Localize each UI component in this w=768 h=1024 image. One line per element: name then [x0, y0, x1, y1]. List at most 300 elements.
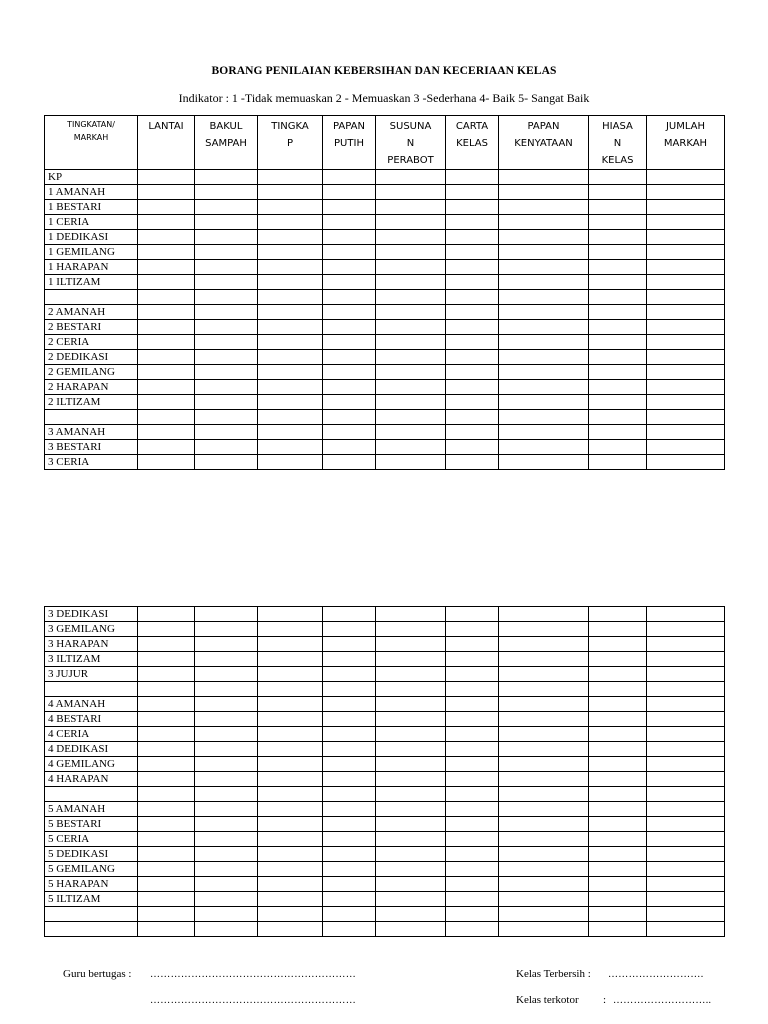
- score-cell[interactable]: [138, 365, 195, 380]
- score-cell[interactable]: [446, 455, 499, 470]
- score-cell[interactable]: [323, 440, 376, 455]
- score-cell[interactable]: [647, 742, 725, 757]
- score-cell[interactable]: [446, 862, 499, 877]
- score-cell[interactable]: [647, 395, 725, 410]
- score-cell[interactable]: [647, 907, 725, 922]
- score-cell[interactable]: [138, 245, 195, 260]
- score-cell[interactable]: [195, 200, 258, 215]
- score-cell[interactable]: [323, 455, 376, 470]
- score-cell[interactable]: [195, 410, 258, 425]
- score-cell[interactable]: [446, 652, 499, 667]
- score-cell[interactable]: [138, 697, 195, 712]
- score-cell[interactable]: [195, 290, 258, 305]
- score-cell[interactable]: [323, 922, 376, 937]
- score-cell[interactable]: [195, 817, 258, 832]
- score-cell[interactable]: [323, 727, 376, 742]
- score-cell[interactable]: [376, 365, 446, 380]
- score-cell[interactable]: [323, 742, 376, 757]
- score-cell[interactable]: [647, 877, 725, 892]
- score-cell[interactable]: [195, 907, 258, 922]
- score-cell[interactable]: [195, 275, 258, 290]
- score-cell[interactable]: [589, 892, 647, 907]
- score-cell[interactable]: [376, 712, 446, 727]
- score-cell[interactable]: [138, 440, 195, 455]
- score-cell[interactable]: [195, 757, 258, 772]
- score-cell[interactable]: [589, 290, 647, 305]
- score-cell[interactable]: [647, 757, 725, 772]
- score-cell[interactable]: [195, 365, 258, 380]
- score-cell[interactable]: [589, 440, 647, 455]
- score-cell[interactable]: [589, 455, 647, 470]
- score-cell[interactable]: [258, 817, 323, 832]
- score-cell[interactable]: [376, 305, 446, 320]
- score-cell[interactable]: [258, 455, 323, 470]
- score-cell[interactable]: [258, 667, 323, 682]
- score-cell[interactable]: [195, 185, 258, 200]
- kelas-terkotor-line[interactable]: ………………………..: [613, 995, 712, 1006]
- score-cell[interactable]: [499, 440, 589, 455]
- score-cell[interactable]: [323, 305, 376, 320]
- score-cell[interactable]: [647, 215, 725, 230]
- score-cell[interactable]: [446, 742, 499, 757]
- score-cell[interactable]: [138, 877, 195, 892]
- score-cell[interactable]: [499, 350, 589, 365]
- score-cell[interactable]: [647, 350, 725, 365]
- score-cell[interactable]: [376, 907, 446, 922]
- score-cell[interactable]: [647, 772, 725, 787]
- score-cell[interactable]: [138, 637, 195, 652]
- score-cell[interactable]: [323, 862, 376, 877]
- score-cell[interactable]: [195, 787, 258, 802]
- score-cell[interactable]: [446, 275, 499, 290]
- score-cell[interactable]: [647, 922, 725, 937]
- score-cell[interactable]: [499, 410, 589, 425]
- score-cell[interactable]: [195, 742, 258, 757]
- score-cell[interactable]: [195, 622, 258, 637]
- score-cell[interactable]: [376, 275, 446, 290]
- score-cell[interactable]: [446, 200, 499, 215]
- score-cell[interactable]: [446, 230, 499, 245]
- score-cell[interactable]: [195, 440, 258, 455]
- score-cell[interactable]: [499, 772, 589, 787]
- score-cell[interactable]: [499, 877, 589, 892]
- score-cell[interactable]: [499, 892, 589, 907]
- score-cell[interactable]: [138, 922, 195, 937]
- score-cell[interactable]: [323, 410, 376, 425]
- score-cell[interactable]: [195, 350, 258, 365]
- score-cell[interactable]: [589, 395, 647, 410]
- score-cell[interactable]: [376, 170, 446, 185]
- score-cell[interactable]: [589, 787, 647, 802]
- score-cell[interactable]: [258, 877, 323, 892]
- score-cell[interactable]: [446, 802, 499, 817]
- score-cell[interactable]: [138, 350, 195, 365]
- score-cell[interactable]: [499, 712, 589, 727]
- score-cell[interactable]: [499, 787, 589, 802]
- score-cell[interactable]: [589, 425, 647, 440]
- score-cell[interactable]: [446, 215, 499, 230]
- score-cell[interactable]: [589, 877, 647, 892]
- score-cell[interactable]: [647, 455, 725, 470]
- score-cell[interactable]: [376, 817, 446, 832]
- score-cell[interactable]: [499, 607, 589, 622]
- score-cell[interactable]: [589, 772, 647, 787]
- score-cell[interactable]: [195, 712, 258, 727]
- score-cell[interactable]: [323, 757, 376, 772]
- score-cell[interactable]: [376, 667, 446, 682]
- score-cell[interactable]: [195, 335, 258, 350]
- score-cell[interactable]: [138, 335, 195, 350]
- score-cell[interactable]: [138, 802, 195, 817]
- score-cell[interactable]: [647, 607, 725, 622]
- score-cell[interactable]: [323, 365, 376, 380]
- guru-bertugas-line-2[interactable]: ……………………………………………………: [150, 995, 356, 1006]
- score-cell[interactable]: [446, 907, 499, 922]
- score-cell[interactable]: [258, 922, 323, 937]
- score-cell[interactable]: [138, 757, 195, 772]
- score-cell[interactable]: [323, 425, 376, 440]
- score-cell[interactable]: [376, 772, 446, 787]
- score-cell[interactable]: [195, 697, 258, 712]
- score-cell[interactable]: [499, 260, 589, 275]
- score-cell[interactable]: [258, 847, 323, 862]
- score-cell[interactable]: [376, 395, 446, 410]
- score-cell[interactable]: [647, 787, 725, 802]
- score-cell[interactable]: [195, 425, 258, 440]
- score-cell[interactable]: [323, 652, 376, 667]
- score-cell[interactable]: [446, 667, 499, 682]
- score-cell[interactable]: [589, 305, 647, 320]
- score-cell[interactable]: [195, 682, 258, 697]
- score-cell[interactable]: [258, 787, 323, 802]
- score-cell[interactable]: [138, 320, 195, 335]
- score-cell[interactable]: [647, 200, 725, 215]
- score-cell[interactable]: [589, 275, 647, 290]
- score-cell[interactable]: [499, 682, 589, 697]
- score-cell[interactable]: [446, 712, 499, 727]
- score-cell[interactable]: [323, 622, 376, 637]
- score-cell[interactable]: [258, 275, 323, 290]
- score-cell[interactable]: [589, 365, 647, 380]
- score-cell[interactable]: [647, 230, 725, 245]
- score-cell[interactable]: [446, 622, 499, 637]
- score-cell[interactable]: [499, 847, 589, 862]
- score-cell[interactable]: [323, 772, 376, 787]
- score-cell[interactable]: [446, 607, 499, 622]
- score-cell[interactable]: [376, 892, 446, 907]
- score-cell[interactable]: [138, 380, 195, 395]
- score-cell[interactable]: [589, 667, 647, 682]
- score-cell[interactable]: [376, 652, 446, 667]
- score-cell[interactable]: [446, 170, 499, 185]
- score-cell[interactable]: [446, 245, 499, 260]
- score-cell[interactable]: [138, 862, 195, 877]
- score-cell[interactable]: [138, 305, 195, 320]
- score-cell[interactable]: [446, 185, 499, 200]
- score-cell[interactable]: [499, 215, 589, 230]
- score-cell[interactable]: [376, 320, 446, 335]
- score-cell[interactable]: [446, 260, 499, 275]
- score-cell[interactable]: [195, 245, 258, 260]
- score-cell[interactable]: [138, 230, 195, 245]
- score-cell[interactable]: [376, 230, 446, 245]
- score-cell[interactable]: [258, 637, 323, 652]
- score-cell[interactable]: [647, 622, 725, 637]
- score-cell[interactable]: [647, 817, 725, 832]
- score-cell[interactable]: [258, 410, 323, 425]
- score-cell[interactable]: [323, 817, 376, 832]
- score-cell[interactable]: [647, 410, 725, 425]
- score-cell[interactable]: [499, 230, 589, 245]
- score-cell[interactable]: [376, 622, 446, 637]
- score-cell[interactable]: [376, 697, 446, 712]
- score-cell[interactable]: [589, 185, 647, 200]
- score-cell[interactable]: [258, 727, 323, 742]
- score-cell[interactable]: [138, 652, 195, 667]
- score-cell[interactable]: [589, 832, 647, 847]
- score-cell[interactable]: [499, 727, 589, 742]
- score-cell[interactable]: [647, 712, 725, 727]
- score-cell[interactable]: [589, 817, 647, 832]
- score-cell[interactable]: [258, 652, 323, 667]
- score-cell[interactable]: [195, 862, 258, 877]
- score-cell[interactable]: [323, 892, 376, 907]
- score-cell[interactable]: [376, 682, 446, 697]
- score-cell[interactable]: [589, 230, 647, 245]
- score-cell[interactable]: [499, 697, 589, 712]
- score-cell[interactable]: [647, 847, 725, 862]
- score-cell[interactable]: [376, 637, 446, 652]
- score-cell[interactable]: [195, 260, 258, 275]
- score-cell[interactable]: [258, 350, 323, 365]
- score-cell[interactable]: [195, 922, 258, 937]
- score-cell[interactable]: [647, 335, 725, 350]
- score-cell[interactable]: [138, 425, 195, 440]
- score-cell[interactable]: [323, 245, 376, 260]
- score-cell[interactable]: [323, 712, 376, 727]
- score-cell[interactable]: [647, 275, 725, 290]
- score-cell[interactable]: [323, 380, 376, 395]
- score-cell[interactable]: [195, 637, 258, 652]
- score-cell[interactable]: [589, 652, 647, 667]
- score-cell[interactable]: [499, 185, 589, 200]
- kelas-terbersih-line[interactable]: ……………………….: [608, 969, 704, 980]
- score-cell[interactable]: [647, 245, 725, 260]
- score-cell[interactable]: [195, 395, 258, 410]
- score-cell[interactable]: [499, 305, 589, 320]
- score-cell[interactable]: [589, 245, 647, 260]
- guru-bertugas-line[interactable]: ……………………………………………………: [150, 969, 356, 980]
- score-cell[interactable]: [446, 335, 499, 350]
- score-cell[interactable]: [376, 260, 446, 275]
- score-cell[interactable]: [446, 410, 499, 425]
- score-cell[interactable]: [647, 440, 725, 455]
- score-cell[interactable]: [323, 290, 376, 305]
- score-cell[interactable]: [446, 787, 499, 802]
- score-cell[interactable]: [138, 907, 195, 922]
- score-cell[interactable]: [647, 320, 725, 335]
- score-cell[interactable]: [258, 772, 323, 787]
- score-cell[interactable]: [376, 757, 446, 772]
- score-cell[interactable]: [376, 425, 446, 440]
- score-cell[interactable]: [647, 305, 725, 320]
- score-cell[interactable]: [589, 170, 647, 185]
- score-cell[interactable]: [258, 395, 323, 410]
- score-cell[interactable]: [323, 682, 376, 697]
- score-cell[interactable]: [589, 380, 647, 395]
- score-cell[interactable]: [647, 892, 725, 907]
- score-cell[interactable]: [323, 802, 376, 817]
- score-cell[interactable]: [499, 425, 589, 440]
- score-cell[interactable]: [589, 350, 647, 365]
- score-cell[interactable]: [323, 260, 376, 275]
- score-cell[interactable]: [323, 320, 376, 335]
- score-cell[interactable]: [446, 290, 499, 305]
- score-cell[interactable]: [647, 380, 725, 395]
- score-cell[interactable]: [499, 742, 589, 757]
- score-cell[interactable]: [323, 847, 376, 862]
- score-cell[interactable]: [138, 290, 195, 305]
- score-cell[interactable]: [138, 607, 195, 622]
- score-cell[interactable]: [446, 380, 499, 395]
- score-cell[interactable]: [446, 440, 499, 455]
- score-cell[interactable]: [647, 832, 725, 847]
- score-cell[interactable]: [323, 607, 376, 622]
- score-cell[interactable]: [499, 907, 589, 922]
- score-cell[interactable]: [446, 637, 499, 652]
- score-cell[interactable]: [138, 772, 195, 787]
- score-cell[interactable]: [138, 200, 195, 215]
- score-cell[interactable]: [589, 802, 647, 817]
- score-cell[interactable]: [647, 637, 725, 652]
- score-cell[interactable]: [195, 230, 258, 245]
- score-cell[interactable]: [138, 742, 195, 757]
- score-cell[interactable]: [499, 817, 589, 832]
- score-cell[interactable]: [258, 365, 323, 380]
- score-cell[interactable]: [195, 455, 258, 470]
- score-cell[interactable]: [258, 170, 323, 185]
- score-cell[interactable]: [376, 410, 446, 425]
- score-cell[interactable]: [376, 200, 446, 215]
- score-cell[interactable]: [138, 832, 195, 847]
- score-cell[interactable]: [589, 200, 647, 215]
- score-cell[interactable]: [446, 832, 499, 847]
- score-cell[interactable]: [499, 380, 589, 395]
- score-cell[interactable]: [138, 260, 195, 275]
- score-cell[interactable]: [499, 275, 589, 290]
- score-cell[interactable]: [138, 455, 195, 470]
- score-cell[interactable]: [258, 215, 323, 230]
- score-cell[interactable]: [258, 907, 323, 922]
- score-cell[interactable]: [376, 185, 446, 200]
- score-cell[interactable]: [258, 862, 323, 877]
- score-cell[interactable]: [376, 727, 446, 742]
- score-cell[interactable]: [499, 832, 589, 847]
- score-cell[interactable]: [195, 877, 258, 892]
- score-cell[interactable]: [589, 320, 647, 335]
- score-cell[interactable]: [323, 275, 376, 290]
- score-cell[interactable]: [376, 440, 446, 455]
- score-cell[interactable]: [589, 757, 647, 772]
- score-cell[interactable]: [647, 425, 725, 440]
- score-cell[interactable]: [499, 200, 589, 215]
- score-cell[interactable]: [446, 365, 499, 380]
- score-cell[interactable]: [446, 305, 499, 320]
- score-cell[interactable]: [138, 185, 195, 200]
- score-cell[interactable]: [647, 682, 725, 697]
- score-cell[interactable]: [499, 922, 589, 937]
- score-cell[interactable]: [499, 862, 589, 877]
- score-cell[interactable]: [446, 350, 499, 365]
- score-cell[interactable]: [258, 712, 323, 727]
- score-cell[interactable]: [446, 425, 499, 440]
- score-cell[interactable]: [647, 290, 725, 305]
- score-cell[interactable]: [647, 697, 725, 712]
- score-cell[interactable]: [589, 712, 647, 727]
- score-cell[interactable]: [138, 892, 195, 907]
- score-cell[interactable]: [499, 365, 589, 380]
- score-cell[interactable]: [647, 652, 725, 667]
- score-cell[interactable]: [323, 170, 376, 185]
- score-cell[interactable]: [446, 817, 499, 832]
- score-cell[interactable]: [258, 440, 323, 455]
- score-cell[interactable]: [499, 290, 589, 305]
- score-cell[interactable]: [589, 922, 647, 937]
- score-cell[interactable]: [258, 380, 323, 395]
- score-cell[interactable]: [258, 335, 323, 350]
- score-cell[interactable]: [589, 215, 647, 230]
- score-cell[interactable]: [446, 877, 499, 892]
- score-cell[interactable]: [258, 290, 323, 305]
- score-cell[interactable]: [446, 697, 499, 712]
- score-cell[interactable]: [323, 200, 376, 215]
- score-cell[interactable]: [499, 622, 589, 637]
- score-cell[interactable]: [138, 395, 195, 410]
- score-cell[interactable]: [446, 757, 499, 772]
- score-cell[interactable]: [376, 787, 446, 802]
- score-cell[interactable]: [195, 305, 258, 320]
- score-cell[interactable]: [589, 682, 647, 697]
- score-cell[interactable]: [589, 742, 647, 757]
- score-cell[interactable]: [323, 907, 376, 922]
- score-cell[interactable]: [323, 335, 376, 350]
- score-cell[interactable]: [258, 742, 323, 757]
- score-cell[interactable]: [323, 877, 376, 892]
- score-cell[interactable]: [323, 637, 376, 652]
- score-cell[interactable]: [647, 667, 725, 682]
- score-cell[interactable]: [258, 260, 323, 275]
- score-cell[interactable]: [258, 425, 323, 440]
- score-cell[interactable]: [647, 170, 725, 185]
- score-cell[interactable]: [195, 380, 258, 395]
- score-cell[interactable]: [323, 832, 376, 847]
- score-cell[interactable]: [195, 832, 258, 847]
- score-cell[interactable]: [446, 772, 499, 787]
- score-cell[interactable]: [258, 607, 323, 622]
- score-cell[interactable]: [589, 607, 647, 622]
- score-cell[interactable]: [195, 320, 258, 335]
- score-cell[interactable]: [376, 290, 446, 305]
- score-cell[interactable]: [258, 230, 323, 245]
- score-cell[interactable]: [195, 772, 258, 787]
- score-cell[interactable]: [323, 350, 376, 365]
- score-cell[interactable]: [376, 922, 446, 937]
- score-cell[interactable]: [499, 652, 589, 667]
- score-cell[interactable]: [138, 847, 195, 862]
- score-cell[interactable]: [647, 365, 725, 380]
- score-cell[interactable]: [195, 847, 258, 862]
- score-cell[interactable]: [195, 667, 258, 682]
